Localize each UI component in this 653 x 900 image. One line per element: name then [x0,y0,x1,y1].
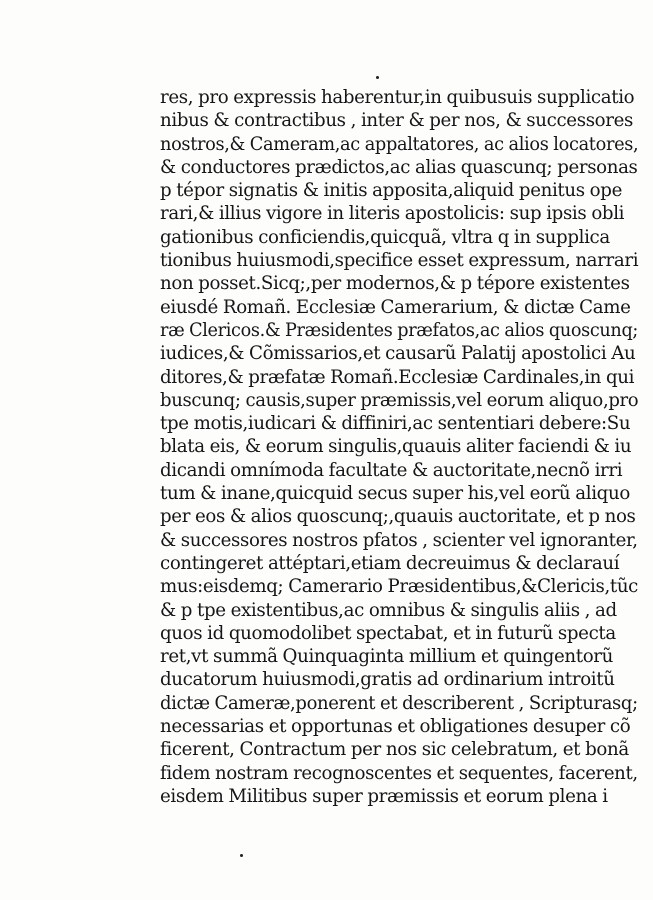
text-line: fidem nostram recognoscentes et sequentes, facerent, [160,762,638,784]
text-line: res, pro expressis haberentur,in quibusuis supplicatio [160,87,635,108]
text-line: ditores,& præfatæ Romañ.Ecclesiæ Cardinales,in qui [160,366,635,388]
text-line: tum & inane,quicquid secus super his,vel eorũ aliquo [160,483,630,505]
text-line: rari,& illius vigore in literis apostolicis: sup ipsis obli [160,203,625,225]
text-line: non posset.Sicq;,per modernos,& p tépore existentes [160,273,630,295]
text-line: ficerent, Contractum per nos sic celebratum, et bonã [160,739,629,761]
text-line: contingeret attéptari,etiam decreuimus & declarauí [160,552,620,574]
text-line: p tépor signatis & initis apposita,aliquid penitus ope [160,180,622,202]
text-line: ducatorum huiusmodi,gratis ad ordinarium introitũ [160,669,615,691]
text-line: & p tpe existentibus,ac omnibus & singulis aliis , ad [160,599,617,621]
text-line: buscunq; causis,super præmissis,vel eorum aliquo,pro [160,389,639,411]
text-line: necessarias et opportunas et obligationes desuper cõ [160,716,631,738]
text-line: dicandi omnímoda facultate & auctoritate,necnõ irri [160,459,623,481]
body-text [160,86,640,808]
text-line: mus:eisdemq; Camerario Præsidentibus,&Clericis,tũc [160,576,639,598]
text-line: gationibus conficiendis,quicquã, vltra q in supplica [160,226,610,248]
text-line: per eos & alios quoscunq;,quauis auctoritate, et p nos [160,506,636,528]
text-line: ret,vt summã Quinquaginta millium et quingentorũ [160,646,614,668]
text-line: tpe motis,iudicari & diffiniri,ac sententiari debere:Su [160,413,631,435]
text-line: eisdem Militibus super præmissis et eorum plena i [160,785,608,807]
text-line: & successores nostros pfatos , scienter vel ignoranter, [160,529,638,551]
print-speck [240,854,243,857]
text-line: tionibus huiusmodi,specifice esset expressum, narrari [160,250,639,272]
text-line: eiusdé Romañ. Ecclesiæ Camerarium, & dictæ Came [160,296,631,318]
text-line: nostros,& Cameram,ac appaltatores, ac alios locatores, [160,133,639,155]
print-speck [376,76,379,79]
text-line: nibus & contractibus , inter & per nos, & successores [160,110,634,132]
text-line: blata eis, & eorum singulis,quauis aliter faciendi & iu [160,436,632,458]
text-line: & conductores prædictos,ac alias quascunq; personas [160,156,638,178]
text-line: iudices,& Cõmissarios,et causarũ Palatij apostolici Au [160,343,636,365]
text-line: dictæ Cameræ,ponerent et describerent , Scripturasq; [160,692,638,714]
text-line: ræ Clericos.& Præsidentes præfatos,ac alios quoscunq; [160,319,639,341]
text-line: quos id quomodolibet spectabat, et in futurũ specta [160,622,616,644]
